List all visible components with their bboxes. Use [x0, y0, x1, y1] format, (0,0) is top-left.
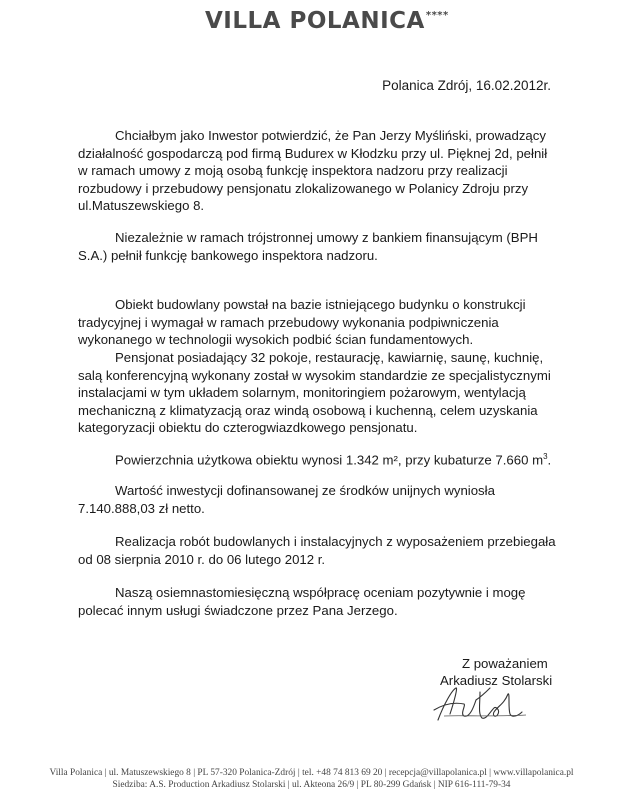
rating-stars: ****: [425, 10, 449, 21]
date-line: Polanica Zdrój, 16.02.2012r.: [382, 78, 551, 93]
paragraph-text: Realizacja robót budowlanych i instalacyjnych z wyposażeniem przebiegała od 08 sierpnia 2010 r. do 06 lutego 2012 r.: [78, 534, 556, 567]
area-superscript: 3: [543, 452, 548, 461]
paragraph-text: Niezależnie w ramach trójstronnej umowy z bankiem finansującym (BPH S.A.) pełnił funkcję bankowego inspektora nadzoru.: [78, 230, 538, 263]
paragraph-text: Chciałbym jako Inwestor potwierdzić, że Pan Jerzy Myśliński, prowadzący działalność gospodarczą pod firmą Budurex w Kłodzku przy ul. Pięknej 2d, pełnił w ramach umowy z moją osobą funkcję inspektora nadzoru przy realizacji rozbudowy i przebudowy pensjonatu zlokalizowanego w Polanicy Zdroju przy ul.Matuszewskiego 8.: [78, 128, 548, 213]
paragraph-text: Obiekt budowlany powstał na bazie istniejącego budynku o konstrukcji tradycyjnej i wymagał w ramach przebudowy wykonania podpiwniczenia wykonanego w technologii wysokich podbić ścian fundamentowych.: [78, 297, 526, 347]
paragraph-area: [78, 448, 558, 469]
closing-greeting: Z poważaniem: [462, 656, 548, 671]
paragraph-text: Naszą osiemnastomiesięczną współpracę oceniam pozytywnie i mogę polecać innym usługi świadczone przez Pana Jerzego.: [78, 585, 526, 618]
letterhead-logo: [205, 8, 449, 34]
footer: [0, 767, 623, 791]
paragraph-text: Wartość inwestycji dofinansowanej ze środków unijnych wyniosła 7.140.888,03 zł netto.: [78, 483, 495, 516]
paragraph-recommendation: [78, 584, 558, 619]
paragraph-bank-supervision: [78, 229, 558, 264]
handwritten-signature: [430, 684, 550, 724]
area-text: Powierzchnia użytkowa obiektu wynosi 1.342 m², przy kubaturze 7.660 m: [115, 452, 544, 468]
paragraph-investment-value: [78, 482, 558, 517]
paragraph-confirmation: [78, 127, 558, 215]
area-suffix: .: [547, 452, 552, 468]
paragraph-schedule: [78, 533, 558, 568]
paragraph-pension-features: [78, 349, 558, 437]
footer-registered-office: Siedziba: A.S. Production Arkadiusz Stolarski | ul. Akteona 26/9 | PL 80-299 Gdańsk | NIP 616-111-79-34: [112, 780, 511, 790]
paragraph-building-structure: [78, 296, 558, 349]
brand-name: VILLA POLANICA: [205, 8, 425, 34]
footer-contact: Villa Polanica | ul. Matuszewskiego 8 | PL 57-320 Polanica-Zdrój | tel. +48 74 813 69 20 | recepcja@villapolanica.pl | www.villapolanica.pl: [49, 768, 574, 778]
paragraph-text: Pensjonat posiadający 32 pokoje, restaurację, kawiarnię, saunę, kuchnię, salą konferencyjną wykonany został w wysokim standardzie ze specjalistycznymi instalacjami w tym układem solarnym, monitoringiem pożarowym, wentylacją mechaniczną z klimatyzacją oraz windą osobową i kuchenną, celem uzyskania kategoryzacji obiektu do czterogwiazdkowego pensjonatu.: [78, 350, 551, 435]
signer-name: Arkadiusz Stolarski: [440, 673, 553, 688]
